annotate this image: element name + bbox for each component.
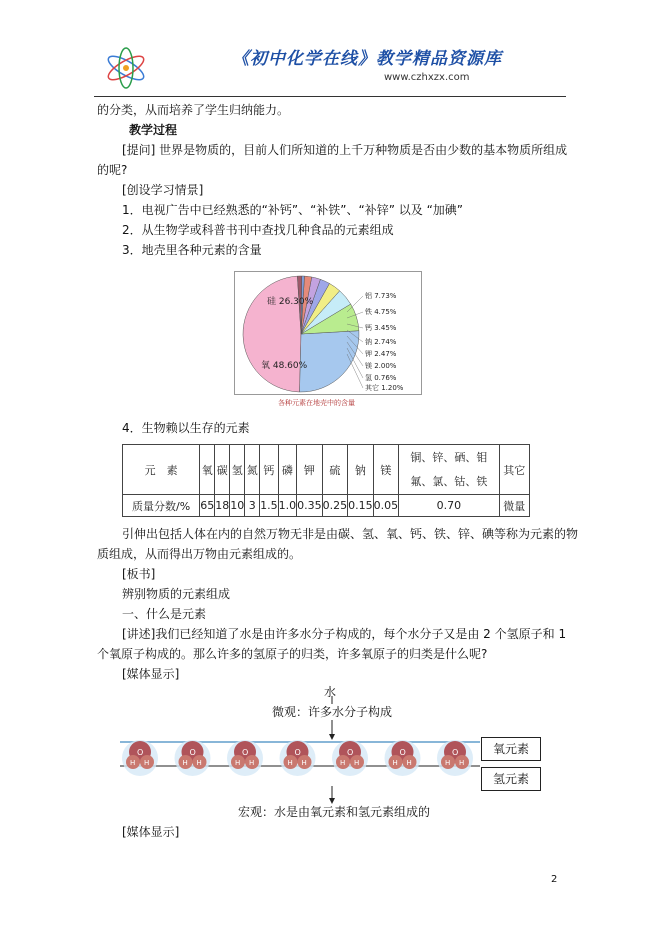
pie-label: 镁 2.00% xyxy=(365,362,397,370)
water-molecule xyxy=(332,740,368,776)
svg-text:H: H xyxy=(287,759,293,767)
table-cell: 镁 xyxy=(373,445,399,495)
table-cell: 10 xyxy=(230,495,245,517)
svg-text:H: H xyxy=(182,759,188,767)
pie-label: 氢 0.76% xyxy=(365,374,397,382)
table-cell: 钾 xyxy=(297,445,323,495)
pie-caption: 各种元素在地壳中的含量 xyxy=(278,399,355,407)
table-cell: 0.15 xyxy=(348,495,374,517)
svg-text:H: H xyxy=(340,759,346,767)
scene-label: [创设学习情景] xyxy=(122,183,204,197)
svg-text:H: H xyxy=(354,759,360,767)
board-label: [板书] xyxy=(122,567,156,581)
question-line-1: [提问] 世界是物质的，目前人们所知道的上千万种物质是否由少数的基本物质所组成 xyxy=(122,143,568,157)
list-item-2: 2．从生物学或科普书刊中查找几种食品的元素组成 xyxy=(122,223,394,237)
diagram-micro-label: 微观：许多水分子构成 xyxy=(272,705,393,719)
table-other-header: 其它 xyxy=(499,445,529,495)
pie-slice xyxy=(243,276,301,392)
board-line-1: 辨别物质的元素组成 xyxy=(122,587,231,601)
hydrogen-element-box: 氢元素 xyxy=(481,767,541,791)
board-line-2: 一、什么是元素 xyxy=(122,607,207,621)
banner-title: 《初中化学在线》教学精品资源库 xyxy=(232,49,502,69)
table-cell: 钙 xyxy=(260,445,279,495)
table-other-value: 微量 xyxy=(499,495,529,517)
header-banner xyxy=(94,40,566,96)
intro-line: 的分类，从而培养了学生归纳能力。 xyxy=(97,103,290,117)
list-item-4: 4．生物赖以生存的元素 xyxy=(122,421,250,435)
pie-chart-frame xyxy=(234,271,422,395)
pie-slice xyxy=(300,331,359,392)
table-trace-value: 0.70 xyxy=(399,495,499,517)
molecule-row xyxy=(122,740,473,776)
list-item-1: 1．电视广告中已经熟悉的“补钙”、“补铁”、“补锌” 以及 “加碘” xyxy=(122,203,464,217)
table-header-label: 元 素 xyxy=(123,445,200,495)
table-cell: 碳 xyxy=(215,445,230,495)
media-label-1: [媒体显示] xyxy=(122,667,180,681)
table-cell: 磷 xyxy=(278,445,297,495)
table-cell: 氮 xyxy=(245,445,260,495)
svg-text:H: H xyxy=(445,759,451,767)
svg-text:H: H xyxy=(196,759,202,767)
pie-label: 钾 2.47% xyxy=(365,350,397,358)
header-divider xyxy=(94,96,566,97)
table-cell: 硫 xyxy=(322,445,348,495)
svg-text:H: H xyxy=(235,759,241,767)
table-cell: 氢 xyxy=(230,445,245,495)
svg-text:O: O xyxy=(189,748,196,757)
table-cell: 钠 xyxy=(348,445,374,495)
paragraph-line-1: 引伸出包括人体在内的自然万物无非是由碳、氢、氧、钙、铁、锌、碘等称为元素的物 xyxy=(122,527,579,541)
water-molecule xyxy=(437,740,473,776)
water-molecule xyxy=(280,740,316,776)
svg-text:H: H xyxy=(301,759,307,767)
diagram-water-label: 水 xyxy=(324,685,337,699)
svg-text:O: O xyxy=(452,748,459,757)
oxygen-element-box: 氧元素 xyxy=(481,737,541,761)
page-number: 2 xyxy=(551,874,558,885)
table-cell: 3 xyxy=(245,495,260,517)
table-cell: 0.05 xyxy=(373,495,399,517)
table-cell: 65 xyxy=(200,495,215,517)
svg-text:H: H xyxy=(406,759,412,767)
table-cell: 0.25 xyxy=(322,495,348,517)
table-trace-elements xyxy=(399,445,499,495)
water-molecule xyxy=(385,740,421,776)
svg-text:O: O xyxy=(347,748,354,757)
table-cell: 18 xyxy=(215,495,230,517)
pie-label: 硅 26.30% xyxy=(267,297,314,307)
pie-label: 氧 48.60% xyxy=(261,361,308,371)
svg-text:H: H xyxy=(144,759,150,767)
list-item-3: 3．地壳里各种元素的含量 xyxy=(122,243,262,257)
pie-leader-line xyxy=(347,354,363,388)
svg-text:H: H xyxy=(459,759,465,767)
svg-text:O: O xyxy=(137,748,144,757)
table-cell: 氧 xyxy=(200,445,215,495)
water-molecule xyxy=(227,740,263,776)
diagram-macro-label: 宏观：水是由氧元素和氢元素组成的 xyxy=(238,805,431,819)
body-element-table xyxy=(122,444,530,517)
atom-logo-icon xyxy=(104,46,148,90)
table-cell: 1.0 xyxy=(278,495,297,517)
svg-text:H: H xyxy=(392,759,398,767)
section-heading: 教学过程 xyxy=(129,123,178,137)
pie-label: 铁 4.75% xyxy=(365,308,397,316)
table-row-label: 质量分数/% xyxy=(123,495,200,517)
svg-text:H: H xyxy=(130,759,136,767)
paragraph-line-2: 质组成，从而得出万物由元素组成的。 xyxy=(97,547,302,561)
table-cell: 1.5 xyxy=(260,495,279,517)
pie-label: 其它 1.20% xyxy=(365,384,404,392)
table-value-row xyxy=(123,495,530,517)
lecture-line-1: [讲述]我们已经知道了水是由许多水分子构成的，每个水分子又是由 2 个氢原子和 1 xyxy=(122,627,567,641)
trace-line-1: 铜、锌、硒、钼 xyxy=(410,450,488,464)
banner-url: www.czhxzx.com xyxy=(384,72,470,83)
question-line-2: 的呢? xyxy=(97,163,128,177)
svg-text:O: O xyxy=(294,748,301,757)
svg-text:H: H xyxy=(249,759,255,767)
pie-label: 钙 3.45% xyxy=(365,324,397,332)
media-label-2: [媒体显示] xyxy=(122,825,180,839)
trace-line-2: 氟、氯、钴、铁 xyxy=(410,474,488,488)
pie-label: 铝 7.73% xyxy=(365,292,397,300)
lecture-line-2: 个氧原子构成的。那么许多的氢原子的归类，许多氧原子的归类是什么呢? xyxy=(97,647,488,661)
svg-text:O: O xyxy=(242,748,249,757)
svg-text:O: O xyxy=(399,748,406,757)
table-header-row xyxy=(123,445,530,495)
table-cell: 0.35 xyxy=(297,495,323,517)
water-molecule xyxy=(122,740,158,776)
water-molecule xyxy=(175,740,211,776)
crust-element-pie-chart xyxy=(235,272,421,394)
pie-label: 钠 2.74% xyxy=(365,338,397,346)
